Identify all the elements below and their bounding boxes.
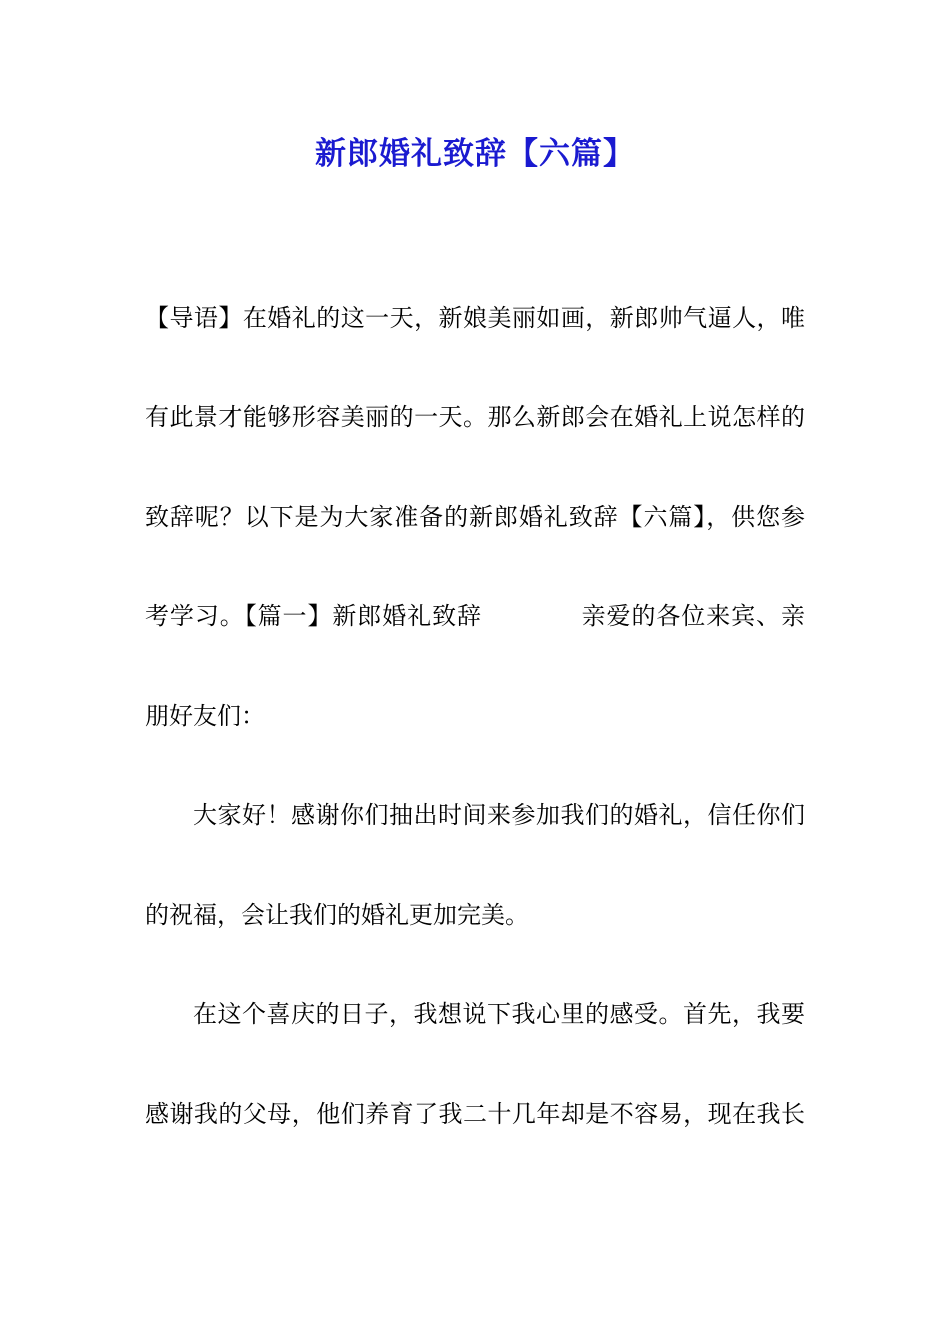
paragraph-line-1: 【导语】在婚礼的这一天，新娘美丽如画，新郎帅气逼人，唯: [145, 304, 805, 332]
paragraph-line-7: 的祝福，会让我们的婚礼更加完美。: [145, 901, 529, 929]
paragraph-line-8: 在这个喜庆的日子，我想说下我心里的感受。首先，我要: [193, 1000, 805, 1028]
paragraph-line-3: 致辞呢？以下是为大家准备的新郎婚礼致辞【六篇】，供您参: [145, 503, 805, 531]
paragraph-line-6: 大家好！感谢你们抽出时间来参加我们的婚礼，信任你们: [193, 801, 805, 829]
paragraph-line-2: 有此景才能够形容美丽的一天。那么新郎会在婚礼上说怎样的: [145, 403, 805, 431]
paragraph-line-5: 朋好友们：: [145, 702, 265, 730]
paragraph-line-4: 考学习。【篇一】新郎婚礼致辞 亲爱的各位来宾、亲: [145, 602, 805, 630]
paragraph-line-9: 感谢我的父母，他们养育了我二十几年却是不容易，现在我长: [145, 1100, 805, 1128]
document-title: 新郎婚礼致辞【六篇】: [315, 136, 635, 172]
